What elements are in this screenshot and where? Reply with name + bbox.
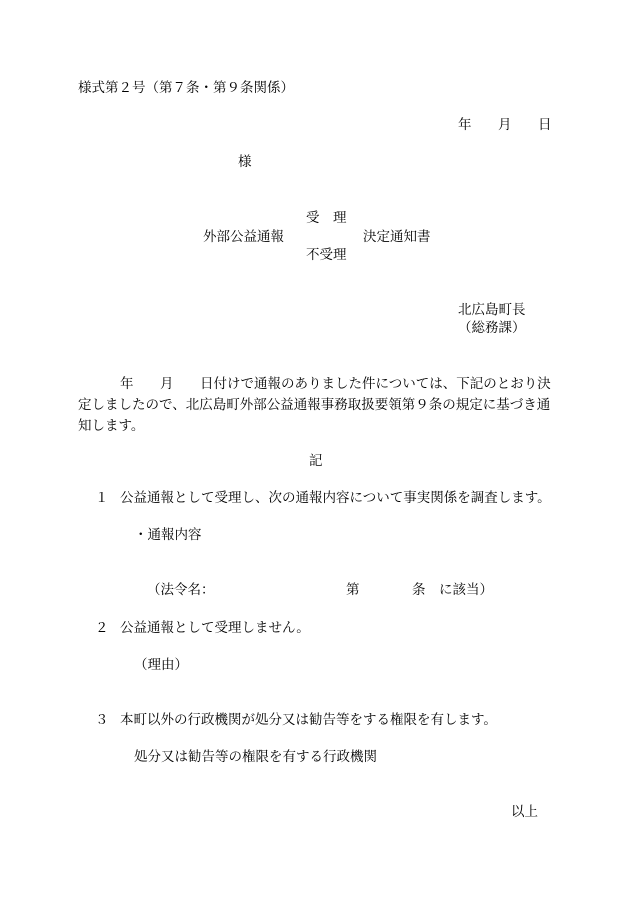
item-3-number: ３ bbox=[95, 712, 109, 728]
date-day-label: 日 bbox=[538, 117, 552, 133]
body-line-1: 日付けで通報のありました件については、下記のとおり決 bbox=[200, 376, 551, 392]
body-year-label: 年 bbox=[120, 376, 134, 392]
item-1-article-suffix: 条 bbox=[412, 582, 426, 598]
title-option-reject: 不受理 bbox=[306, 247, 347, 263]
title-main: 外部公益通報 bbox=[203, 229, 284, 245]
form-label: 様式第２号（第７条・第９条関係） bbox=[78, 80, 294, 96]
item-3-authority-label: 処分又は勧告等の権限を有する行政機関 bbox=[134, 749, 377, 765]
addressee-honorific: 様 bbox=[238, 154, 252, 170]
date-year-label: 年 bbox=[458, 117, 472, 133]
body-line-2: 定しましたので、北広島町外部公益通報事務取扱要領第９条の規定に基づき通 bbox=[78, 397, 551, 413]
item-1-law-name-label: （法令名： bbox=[147, 582, 215, 598]
body-month-label: 月 bbox=[160, 376, 174, 392]
item-1-sub-label: ・通報内容 bbox=[134, 527, 202, 543]
title-suffix: 決定通知書 bbox=[363, 229, 431, 245]
ki-heading: 記 bbox=[309, 453, 323, 469]
closing-ijou: 以上 bbox=[511, 804, 538, 820]
item-1-text: 公益通報として受理し、次の通報内容について事実関係を調査します。 bbox=[120, 490, 551, 506]
issuer-name: 北広島町長 bbox=[458, 302, 526, 318]
title-option-accept: 受 理 bbox=[306, 210, 347, 226]
issuer-department: （総務課） bbox=[458, 320, 526, 336]
item-1-number: １ bbox=[95, 490, 109, 506]
item-2-number: ２ bbox=[95, 620, 109, 636]
item-2-text: 公益通報として受理しません。 bbox=[120, 620, 310, 636]
item-3-text: 本町以外の行政機関が処分又は勧告等をする権限を有します。 bbox=[120, 712, 497, 728]
item-1-applicable: に該当） bbox=[439, 582, 493, 598]
item-2-reason-label: （理由） bbox=[134, 657, 188, 673]
body-line-3: 知します。 bbox=[78, 418, 145, 434]
date-month-label: 月 bbox=[498, 117, 512, 133]
item-1-article-prefix: 第 bbox=[346, 582, 360, 598]
